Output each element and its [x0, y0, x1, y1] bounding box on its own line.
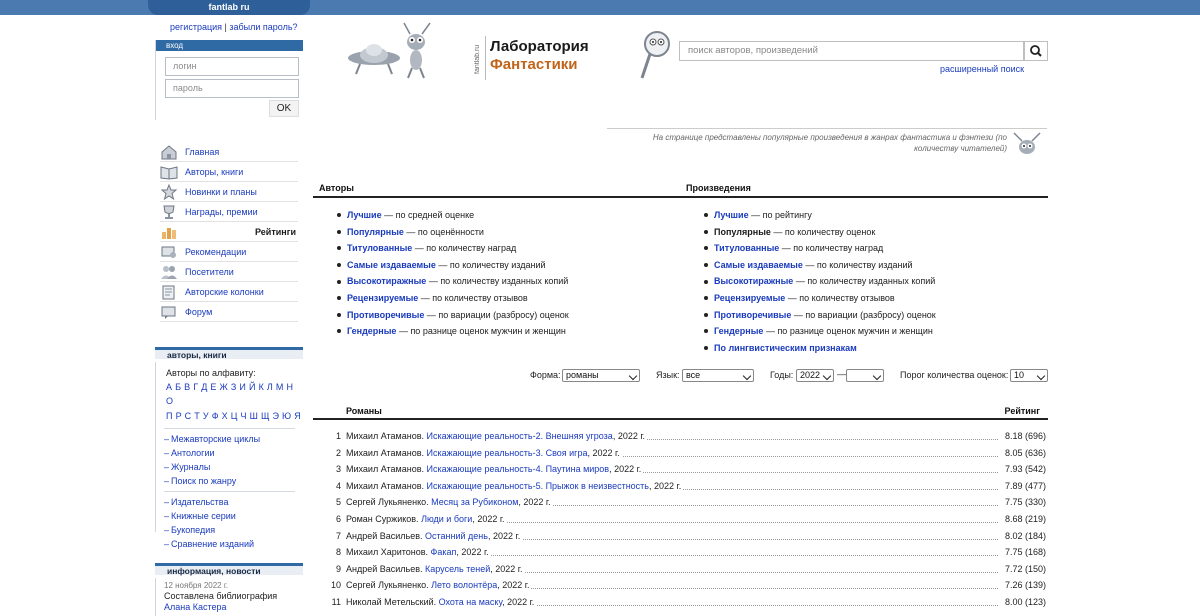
bullet [337, 280, 341, 284]
table-row [313, 511, 1048, 528]
sidebar-link-compare[interactable] [156, 537, 303, 551]
recommend-icon [160, 244, 178, 260]
threshold-filter-label: Порог количества оценок: [900, 370, 1009, 380]
search-icon [1025, 42, 1047, 60]
bullet [704, 346, 708, 350]
authors-panel [155, 362, 303, 549]
panel-divider [164, 428, 295, 429]
nav-label: Посетители [185, 267, 234, 277]
row-work [346, 428, 647, 445]
row-rating: 8.18 (696) [998, 428, 1046, 445]
novels-table [313, 428, 1048, 611]
row-work [346, 445, 622, 462]
row-rating: 7.72 (150) [998, 561, 1046, 578]
forum-icon [160, 304, 178, 320]
rating-link[interactable]: Популярные [347, 226, 404, 237]
home-icon [160, 144, 178, 160]
list-item-current [676, 224, 1036, 241]
row-year: , 2022 г. [609, 464, 642, 475]
row-number: 5 [335, 497, 341, 508]
table-row [313, 461, 1048, 478]
nav-label: Главная [185, 147, 220, 157]
news-panel-header: информация, новости [155, 563, 303, 575]
list-item[interactable] [676, 257, 1036, 274]
sidebar-link-label: Журналы [171, 462, 211, 472]
sidebar-link-magazines[interactable] [156, 460, 303, 474]
threshold-select[interactable] [1010, 369, 1048, 382]
list-item[interactable] [309, 257, 669, 274]
list-item[interactable] [676, 340, 1036, 357]
rating-desc: — по количеству оценок [770, 226, 876, 237]
sidebar-link-bookopedia[interactable] [156, 523, 303, 537]
row-work [346, 461, 643, 478]
table-row [313, 428, 1048, 445]
dash-marker: – [164, 539, 170, 549]
row-number: 10 [330, 580, 341, 591]
sidebar-link-label: Букопедия [171, 525, 216, 535]
sidebar-link-label: Книжные серии [171, 511, 236, 521]
rating-desc: — по количеству наград [412, 243, 517, 254]
dash-marker: – [164, 434, 170, 444]
auth-links [170, 22, 298, 32]
rating-link[interactable]: Самые издаваемые [347, 259, 436, 270]
row-number: 8 [335, 547, 341, 558]
nav-label: Рекомендации [185, 247, 247, 257]
row-author: Николай Метельский. [346, 596, 439, 607]
column-icon [160, 284, 178, 300]
rating-link[interactable]: Гендерные [714, 326, 764, 337]
row-rating: 7.89 (477) [998, 478, 1046, 495]
chevron-down-icon [743, 372, 751, 380]
row-title-link[interactable]: Искажающие реальность-4. Паутина миров [426, 464, 610, 475]
nav-item-ratings[interactable] [160, 222, 298, 242]
row-title-link[interactable]: Факап [430, 547, 457, 558]
table-row [313, 594, 1048, 611]
rating-link[interactable]: Титулованные [714, 243, 780, 254]
table-row [313, 445, 1048, 462]
nav-item-awards[interactable] [160, 202, 298, 222]
works-ratings-list [676, 207, 1036, 356]
row-work [346, 494, 553, 511]
table-header [313, 404, 1048, 420]
row-work [346, 544, 491, 561]
sidebar-link-label: Издательства [171, 497, 229, 507]
star-icon [160, 184, 178, 200]
row-year: , 2022 г. [612, 431, 646, 441]
list-item[interactable] [309, 240, 669, 257]
nav-item-recommend[interactable] [160, 242, 298, 262]
dash-marker: – [164, 462, 170, 472]
list-item[interactable] [309, 290, 669, 307]
brand-title-line1[interactable]: Лаборатория [490, 38, 589, 55]
rating-link[interactable]: По лингвистическим признакам [714, 342, 857, 353]
form-select[interactable] [562, 369, 640, 382]
bullet [704, 230, 708, 234]
login-ok-button[interactable]: OK [269, 100, 299, 117]
row-work [346, 594, 536, 611]
bullet [337, 246, 341, 250]
nav-label: Награды, премии [185, 207, 258, 217]
table-row [313, 494, 1048, 511]
dash-marker: – [164, 525, 170, 535]
form-filter-label: Форма: [530, 370, 561, 380]
row-rating: 7.93 (542) [998, 461, 1046, 478]
language-select[interactable] [682, 369, 754, 382]
nav-item-new[interactable] [160, 182, 298, 202]
nav-item-visitors[interactable] [160, 262, 298, 282]
logo-ufo-icon[interactable] [346, 20, 436, 82]
login-header: вход [156, 40, 303, 51]
row-year: , 2022 г. [487, 530, 521, 541]
rating-desc: — по рейтингу [748, 210, 812, 220]
chart-icon [160, 224, 178, 240]
row-year: , 2022 г. [502, 596, 535, 607]
authors-panel-header: авторы, книги [155, 347, 303, 359]
nav-item-authors[interactable] [160, 162, 298, 182]
row-title-link[interactable]: Лето волонтёра [431, 580, 498, 591]
dash-marker: – [164, 497, 170, 507]
table-row [313, 528, 1048, 545]
rating-current: Популярные [714, 226, 771, 237]
row-year: , 2022 г. [587, 447, 620, 458]
list-item[interactable] [309, 207, 669, 224]
row-number: 3 [335, 464, 341, 475]
advanced-search-link[interactable]: расширенный поиск [940, 64, 1025, 74]
rating-desc: — по количеству отзывов [418, 292, 528, 303]
chevron-down-icon [873, 372, 881, 380]
sidebar-link-crossover[interactable] [156, 432, 303, 446]
row-rating: 7.75 (330) [998, 494, 1046, 511]
row-title-link[interactable]: Останний день [425, 530, 488, 541]
row-title-link[interactable]: Охота на маску [438, 596, 503, 607]
years-dash: — [837, 369, 846, 379]
row-title-link[interactable]: Месяц за Рубиконом [431, 497, 519, 508]
nav-label: Авторские колонки [185, 287, 264, 297]
row-year: , 2022 г. [456, 547, 489, 558]
row-title-link[interactable]: Искажающие реальность-5. Прыжок в неизвестность [426, 480, 649, 491]
logo-divider [485, 36, 486, 80]
year-from-value: 2022 [800, 370, 821, 380]
years-filter-label: Годы: [770, 370, 794, 380]
list-item[interactable] [676, 273, 1036, 290]
row-number: 4 [335, 480, 341, 491]
site-tab[interactable]: fantlab ru [148, 0, 310, 15]
vertical-site-label: fantlab.ru [474, 44, 481, 74]
row-author: Михаил Атаманов. [346, 464, 427, 475]
rating-link[interactable]: Лучшие [347, 210, 382, 220]
sidebar-link-publishers[interactable] [156, 495, 303, 509]
rating-desc: — по количеству изданных копий [793, 276, 936, 287]
column-header-novels: Романы [346, 406, 382, 416]
nav-label: Новинки и планы [185, 187, 257, 197]
sidebar-link-series[interactable] [156, 509, 303, 523]
columns-divider [313, 196, 1048, 198]
sidebar-link-label: Поиск по жанру [171, 476, 237, 486]
rating-desc: — по количеству наград [779, 243, 884, 254]
magnifier-bug-icon [638, 30, 676, 82]
authors-column-title: Авторы [319, 183, 354, 193]
nav-item-forum[interactable] [160, 302, 298, 322]
row-author: Сергей Лукьяненко. [346, 580, 432, 591]
rating-desc: — по количеству изданий [435, 259, 546, 270]
sidebar-link-anthologies[interactable] [156, 446, 303, 460]
users-icon [160, 264, 178, 280]
bullet [337, 329, 341, 333]
book-icon [160, 164, 178, 180]
authors-ratings-list [309, 207, 669, 340]
rating-link[interactable]: Высокотиражные [714, 276, 794, 287]
rating-link[interactable]: Противоречивые [714, 309, 792, 320]
list-item[interactable] [309, 323, 669, 340]
row-rating: 8.68 (219) [998, 511, 1046, 528]
search-button[interactable] [1024, 41, 1048, 61]
rating-desc: — по вариации (разбросу) оценок [424, 309, 569, 320]
main-nav [160, 142, 298, 322]
bullet [337, 296, 341, 300]
dash-marker: – [164, 448, 170, 458]
alphabet-row-2[interactable]: П Р С Т У Ф Х Ц Ч Ш Щ Э Ю Я [166, 411, 302, 421]
rating-link[interactable]: Высокотиражные [347, 276, 427, 287]
row-year: , 2022 г. [648, 480, 682, 491]
list-item[interactable] [676, 240, 1036, 257]
row-rating: 8.05 (636) [998, 445, 1046, 462]
bullet [337, 230, 341, 234]
news-text: Составлена библиография [164, 591, 278, 601]
nav-label: Авторы, книги [185, 167, 244, 177]
form-select-value: романы [566, 370, 599, 380]
row-work [346, 577, 531, 594]
bullet [337, 313, 341, 317]
row-number: 7 [335, 530, 341, 541]
rating-desc: — по оценённости [403, 226, 484, 237]
alien-mascot-icon [1009, 129, 1045, 157]
list-item[interactable] [309, 307, 669, 324]
search-input[interactable]: поиск авторов, произведений [679, 41, 1024, 61]
list-item[interactable] [676, 307, 1036, 324]
rating-link[interactable]: Противоречивые [347, 309, 425, 320]
row-author: Сергей Лукьяненко. [346, 497, 432, 508]
sidebar-link-label: Межавторские циклы [171, 434, 261, 444]
rating-link[interactable]: Самые издаваемые [714, 259, 803, 270]
rating-link[interactable]: Титулованные [347, 243, 413, 254]
brand-title-line2[interactable]: Фантастики [490, 56, 578, 73]
row-work [346, 478, 683, 495]
bullet [704, 213, 708, 217]
rating-desc: — по разнице оценок мужчин и женщин [763, 326, 933, 337]
list-item[interactable] [309, 224, 669, 241]
bullet [704, 313, 708, 317]
alphabet-row-1[interactable]: А Б В Г Д Е Ж З И Й К Л М Н О [166, 382, 294, 406]
news-date: 12 ноября 2022 г. [164, 581, 228, 590]
bullet [337, 213, 341, 217]
row-title-link[interactable]: Искажающие реальность-2. Внешняя угроза [426, 431, 613, 441]
nav-item-home[interactable] [160, 142, 298, 162]
row-year: , 2022 г. [490, 563, 523, 574]
list-item[interactable] [309, 273, 669, 290]
language-select-value: все [686, 370, 701, 380]
row-rating: 8.00 (123) [998, 594, 1046, 611]
table-row [313, 544, 1048, 561]
row-author: Михаил Атаманов. [346, 447, 427, 458]
row-rating: 7.26 (139) [998, 577, 1046, 594]
news-link-label[interactable]: Алана Кастера [164, 602, 227, 612]
list-item[interactable] [676, 207, 1036, 224]
sidebar-link-label: Антологии [171, 448, 215, 458]
list-item[interactable] [676, 323, 1036, 340]
trophy-icon [160, 204, 178, 220]
row-number: 6 [335, 513, 341, 524]
intro-text: На странице представлены популярные произведения в жанрах фантастика и фэнтези (по количеству читателей) [652, 133, 1007, 153]
alphabet-label: Авторы по алфавиту: [166, 368, 256, 378]
intro-box [607, 128, 1047, 158]
table-row [313, 577, 1048, 594]
bullet [704, 296, 708, 300]
row-author: Андрей Васильев. [346, 530, 426, 541]
chevron-down-icon [1037, 372, 1045, 380]
row-author: Михаил Харитонов. [346, 547, 431, 558]
row-rating: 8.02 (184) [998, 528, 1046, 545]
row-author: Андрей Васильев. [346, 563, 426, 574]
login-box [155, 40, 303, 120]
row-work [346, 511, 507, 528]
password-input[interactable]: пароль [165, 79, 299, 98]
language-filter-label: Язык: [656, 370, 680, 380]
table-row [313, 478, 1048, 495]
forgot-password-link[interactable]: забыли пароль? [229, 22, 298, 32]
bullet [704, 263, 708, 267]
threshold-value: 10 [1014, 370, 1025, 380]
row-title-link[interactable]: Искажающие реальность-3. Своя игра [426, 447, 588, 458]
column-header-rating: Рейтинг [1004, 406, 1040, 416]
rating-desc: — по средней оценке [381, 210, 475, 220]
panel-divider [164, 491, 295, 492]
row-number: 1 [335, 431, 341, 441]
table-row [313, 561, 1048, 578]
chevron-down-icon [629, 372, 637, 380]
rating-link[interactable]: Рецензируемые [347, 292, 419, 303]
row-year: , 2022 г. [472, 513, 505, 524]
sidebar-link-label: Сравнение изданий [171, 539, 255, 549]
row-year: , 2022 г. [497, 580, 530, 591]
nav-label: Рейтинги [255, 227, 296, 237]
row-year: , 2022 г. [518, 497, 551, 508]
row-author: Михаил Атаманов. [346, 431, 427, 441]
row-rating: 7.75 (168) [998, 544, 1046, 561]
rating-link[interactable]: Лучшие [714, 210, 749, 220]
row-work [346, 561, 524, 578]
bullet [704, 246, 708, 250]
list-item[interactable] [676, 290, 1036, 307]
row-number: 2 [335, 447, 341, 458]
row-number: 11 [331, 596, 341, 607]
row-number: 9 [335, 563, 341, 574]
works-column-title: Произведения [686, 183, 751, 193]
rating-desc: — по разнице оценок мужчин и женщин [396, 326, 566, 337]
nav-item-columns[interactable] [160, 282, 298, 302]
auth-separator: | [224, 22, 227, 32]
register-link[interactable]: регистрация [170, 22, 223, 32]
bullet [337, 263, 341, 267]
bullet [704, 280, 708, 284]
dash-marker: – [164, 476, 170, 486]
rating-link[interactable]: Рецензируемые [714, 292, 786, 303]
chevron-down-icon [823, 372, 831, 380]
bullet [704, 329, 708, 333]
year-from-select[interactable] [796, 369, 834, 382]
row-author: Михаил Атаманов. [346, 480, 427, 491]
rating-link[interactable]: Гендерные [347, 326, 397, 337]
news-link[interactable] [156, 602, 303, 613]
row-title-link[interactable]: Люди и боги [421, 513, 473, 524]
row-author: Роман Суржиков. [346, 513, 422, 524]
rating-desc: — по количеству изданий [802, 259, 913, 270]
nav-label: Форум [185, 307, 213, 317]
login-input[interactable]: логин [165, 57, 299, 76]
row-work [346, 528, 522, 545]
rating-desc: — по вариации (разбросу) оценок [791, 309, 936, 320]
rating-desc: — по количеству отзывов [785, 292, 895, 303]
sidebar-link-genre-search[interactable] [156, 474, 303, 488]
dash-marker: – [164, 511, 170, 521]
news-panel [155, 578, 303, 616]
rating-desc: — по количеству изданных копий [426, 276, 569, 287]
row-title-link[interactable]: Карусель теней [425, 563, 491, 574]
year-to-select[interactable] [846, 369, 884, 382]
